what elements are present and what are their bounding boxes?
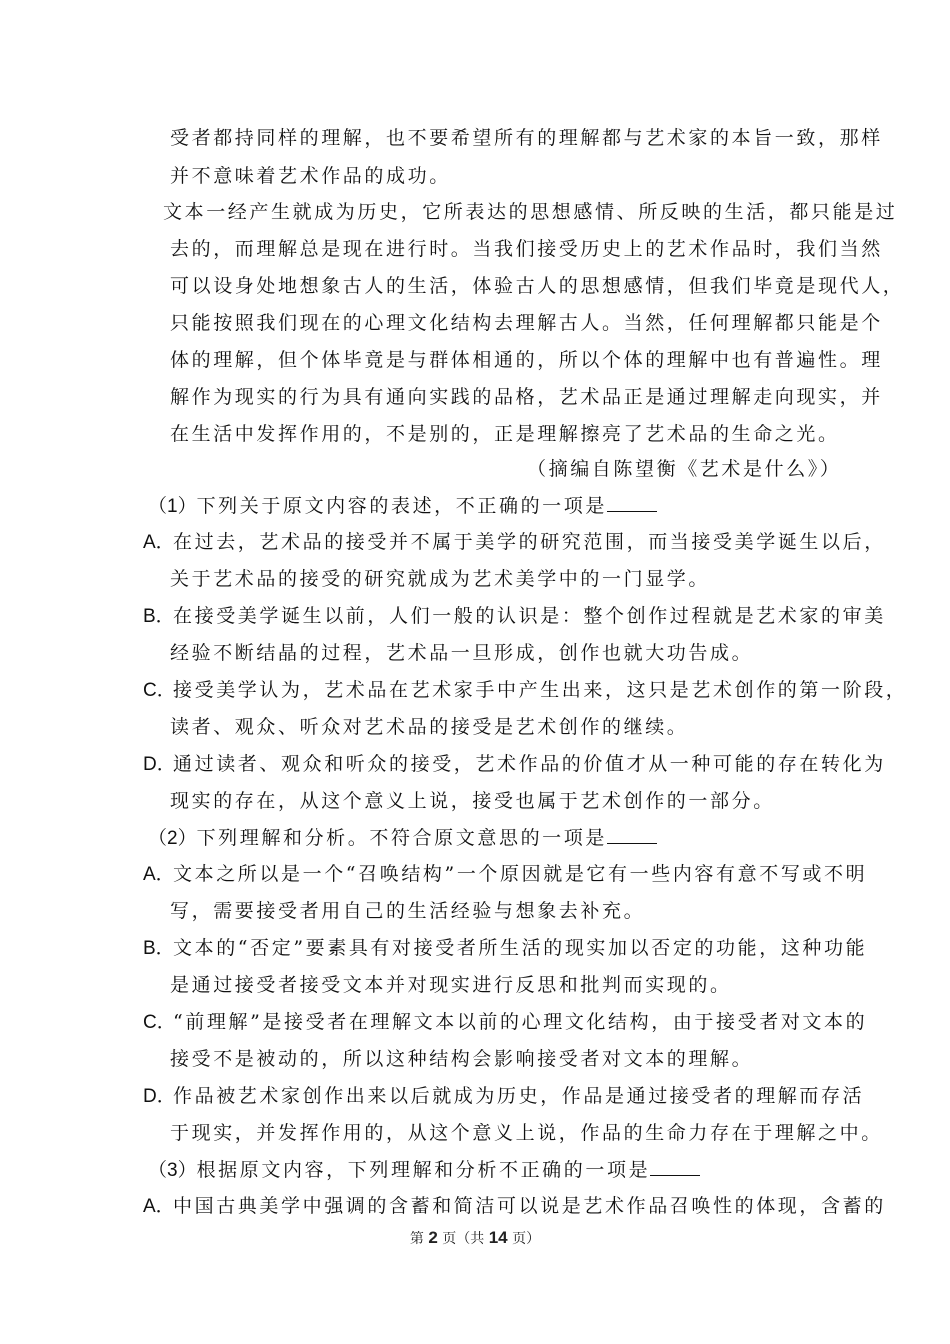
- question-prompt: 下列关于原文内容的表述，不正确的一项是: [196, 495, 607, 517]
- option-text: 关于艺术品的接受的研究就成为艺术美学中的一门显学。: [170, 568, 711, 590]
- option-text: 中国古典美学中强调的含蓄和简洁可以说是艺术作品召唤性的体现，含蓄的: [173, 1195, 886, 1217]
- option-1d: [143, 752, 886, 777]
- passage-line: 可以设身处地想象古人的生活，体验古人的思想感情，但我们毕竟是现代人，: [170, 275, 905, 297]
- option-text: 通过读者、观众和听众的接受，艺术作品的价值才从一种可能的存在转化为: [173, 753, 886, 775]
- option-text: 现实的存在，从这个意义上说，接受也属于艺术创作的一部分。: [170, 790, 775, 812]
- option-3a: [143, 1194, 886, 1219]
- option-1b: [143, 604, 886, 629]
- option-2d: [143, 1084, 864, 1109]
- option-label: A．: [143, 532, 175, 553]
- passage-line: 受者都持同样的理解，也不要希望所有的理解都与艺术家的本旨一致，那样: [170, 127, 883, 149]
- option-label: C．: [143, 1012, 176, 1033]
- passage-line: 体的理解，但个体毕竟是与群体相通的，所以个体的理解中也有普遍性。理: [170, 349, 883, 371]
- option-text: 是通过接受者接受文本并对现实进行反思和批判而实现的。: [170, 974, 732, 996]
- option-text: 经验不断结晶的过程，艺术品一旦形成，创作也就大功告成。: [170, 642, 754, 664]
- footer-prefix: 第: [409, 1231, 424, 1247]
- page-number: 2: [428, 1228, 438, 1247]
- option-2c: [143, 1010, 867, 1035]
- option-text: 作品被艺术家创作出来以后就成为历史，作品是通过接受者的理解而存活: [173, 1085, 865, 1107]
- question-1: [148, 493, 657, 519]
- footer-suffix: 页）: [512, 1231, 541, 1247]
- answer-blank[interactable]: [650, 1157, 700, 1176]
- passage-line: 去的，而理解总是现在进行时。当我们接受历史上的艺术作品时，我们当然: [170, 238, 883, 260]
- passage-line: 文本一经产生就成为历史，它所表达的思想感情、所反映的生活，都只能是过: [163, 201, 898, 223]
- passage-line: 解作为现实的行为具有通向实践的品格，艺术品正是通过理解走向现实，并: [170, 386, 883, 408]
- question-number: （2）: [148, 828, 197, 849]
- question-prompt: 根据原文内容，下列理解和分析不正确的一项是: [196, 1159, 651, 1181]
- option-2a: [143, 862, 867, 887]
- passage-source: （摘编自陈望衡《艺术是什么》）: [527, 458, 842, 480]
- option-label: A．: [143, 864, 175, 885]
- passage-line: 并不意味着艺术作品的成功。: [170, 165, 451, 187]
- option-text: 写，需要接受者用自己的生活经验与想象去补充。: [170, 900, 646, 922]
- option-text: 于现实，并发挥作用的，从这个意义上说，作品的生命力存在于理解之中。: [170, 1122, 883, 1144]
- page-footer: [0, 1228, 950, 1248]
- option-label: C．: [143, 680, 176, 701]
- answer-blank[interactable]: [607, 493, 657, 512]
- option-text: 在过去，艺术品的接受并不属于美学的研究范围，而当接受美学诞生以后，: [173, 531, 886, 553]
- option-text: 在接受美学诞生以前，人们一般的认识是：整个创作过程就是艺术家的审美: [173, 605, 886, 627]
- option-text: 接受美学认为，艺术品在艺术家手中产生出来，这只是艺术创作的第一阶段，: [173, 679, 908, 701]
- passage-line: 在生活中发挥作用的，不是别的，正是理解擦亮了艺术品的生命之光。: [170, 423, 840, 445]
- option-text: 文本的“否定”要素具有对接受者所生活的现实加以否定的功能，这种功能: [173, 937, 868, 959]
- question-number: （1）: [148, 496, 197, 517]
- option-text: “前理解”是接受者在理解文本以前的心理文化结构，由于接受者对文本的: [173, 1011, 868, 1033]
- total-pages: 14: [488, 1228, 508, 1247]
- option-2b: [143, 936, 867, 961]
- passage-line: 只能按照我们现在的心理文化结构去理解古人。当然，任何理解都只能是个: [170, 312, 883, 334]
- option-label: D．: [143, 754, 176, 775]
- option-label: B．: [143, 938, 175, 959]
- option-text: 接受不是被动的，所以这种结构会影响接受者对文本的理解。: [170, 1048, 754, 1070]
- option-1a: [143, 530, 886, 555]
- option-label: B．: [143, 606, 175, 627]
- option-text: 读者、观众、听众对艺术品的接受是艺术创作的继续。: [170, 716, 689, 738]
- option-text: 文本之所以是一个“召唤结构”一个原因就是它有一些内容有意不写或不明: [173, 863, 868, 885]
- question-number: （3）: [148, 1160, 197, 1181]
- option-label: A．: [143, 1196, 175, 1217]
- question-prompt: 下列理解和分析。不符合原文意思的一项是: [196, 827, 607, 849]
- answer-blank[interactable]: [607, 825, 657, 844]
- option-1c: [143, 678, 907, 703]
- option-label: D．: [143, 1086, 176, 1107]
- question-3: [148, 1157, 700, 1183]
- footer-middle: 页（共: [442, 1231, 485, 1247]
- question-2: [148, 825, 657, 851]
